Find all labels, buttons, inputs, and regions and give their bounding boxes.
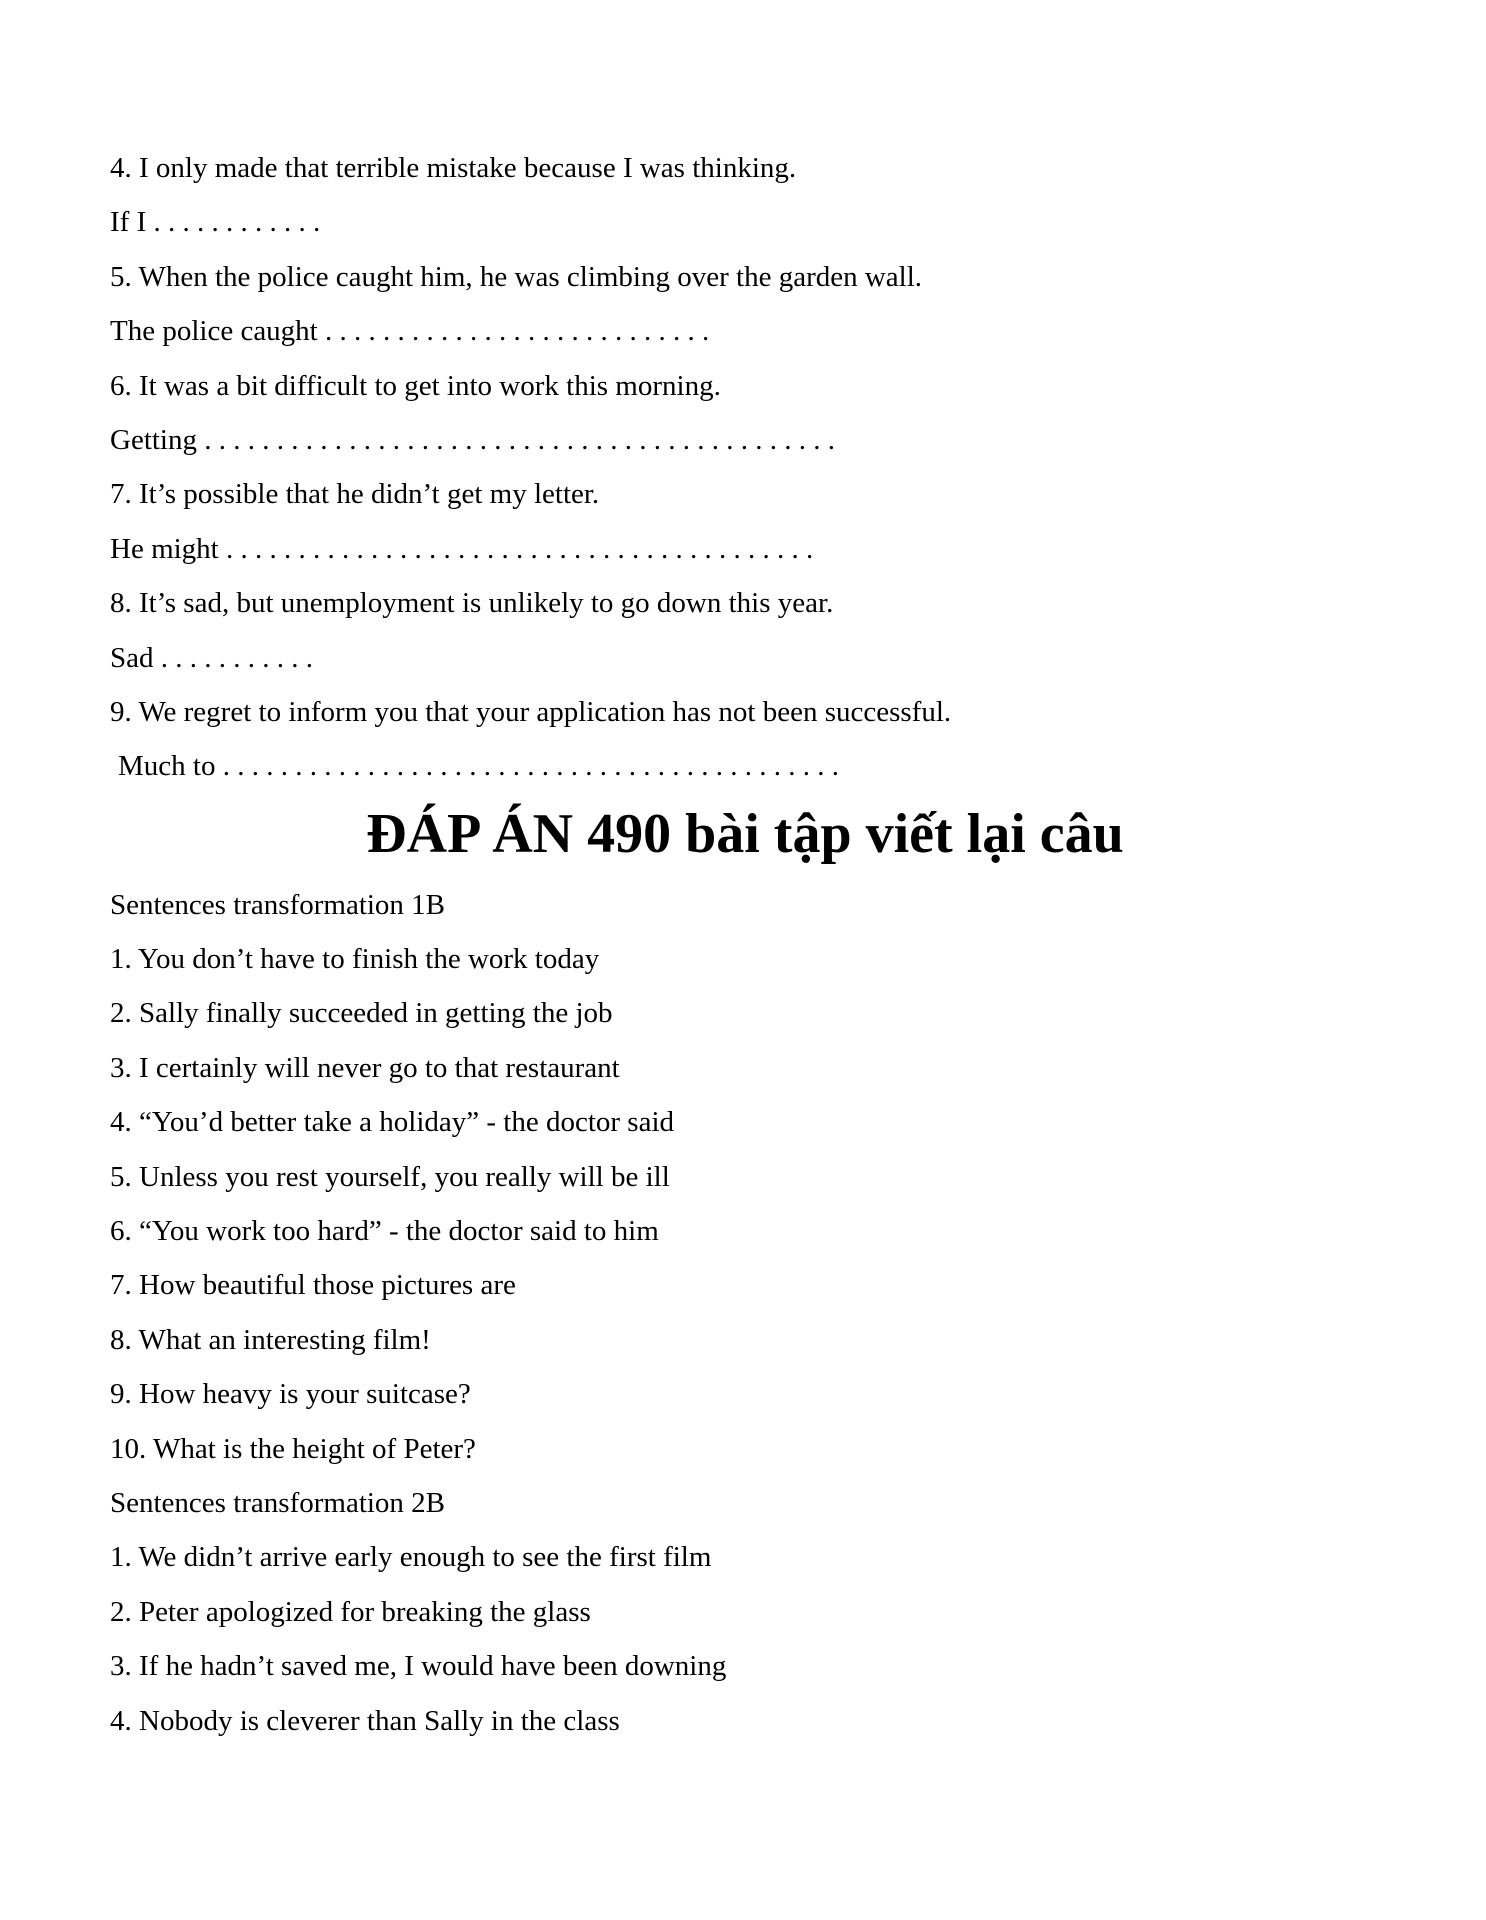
exercise-prompt: He might . . . . . . . . . . . . . . . . . . . . . . . . . . . . . . . . . . . . . . . . . [110, 532, 814, 565]
answer-item: 3. If he hadn’t saved me, I would have been downing [110, 1650, 727, 1683]
exercise-question: 9. We regret to inform you that your application has not been successful. [110, 695, 952, 728]
answer-item: 7. How beautiful those pictures are [110, 1269, 516, 1302]
page-content [110, 141, 1380, 1748]
exercise-prompt: The police caught . . . . . . . . . . . . . . . . . . . . . . . . . . . [110, 315, 710, 348]
answer-item: 9. How heavy is your suitcase? [110, 1378, 471, 1411]
exercise-question: 7. It’s possible that he didn’t get my letter. [110, 478, 600, 511]
answer-item: 6. “You work too hard” - the doctor said to him [110, 1215, 659, 1248]
answer-item: 5. Unless you rest yourself, you really will be ill [110, 1160, 670, 1193]
exercise-question: 6. It was a bit difficult to get into work this morning. [110, 369, 721, 402]
answer-item: 10. What is the height of Peter? [110, 1432, 476, 1465]
exercise-question: 8. It’s sad, but unemployment is unlikely to go down this year. [110, 587, 834, 620]
exercise-prompt: If I . . . . . . . . . . . . [110, 206, 321, 239]
answer-item: 3. I certainly will never go to that restaurant [110, 1051, 620, 1084]
answer-item: 4. Nobody is cleverer than Sally in the class [110, 1704, 620, 1737]
answer-title: ĐÁP ÁN 490 bài tập viết lại câu [366, 802, 1124, 865]
exercise-prompt: Much to . . . . . . . . . . . . . . . . . . . . . . . . . . . . . . . . . . . . . . . . . . . [118, 750, 839, 783]
answer-list [110, 878, 1380, 1748]
section-heading: Sentences transformation 1B [110, 888, 446, 921]
exercise-list [110, 141, 1380, 794]
answer-item: 1. You don’t have to finish the work today [110, 943, 600, 976]
answer-item: 2. Sally finally succeeded in getting the job [110, 997, 613, 1030]
answer-item: 8. What an interesting film! [110, 1323, 431, 1356]
exercise-prompt: Sad . . . . . . . . . . . [110, 641, 313, 674]
answer-item: 2. Peter apologized for breaking the glass [110, 1595, 591, 1628]
exercise-question: 4. I only made that terrible mistake because I was thinking. [110, 152, 797, 184]
exercise-question: 5. When the police caught him, he was climbing over the garden wall. [110, 260, 923, 293]
answer-item: 1. We didn’t arrive early enough to see the first film [110, 1541, 712, 1574]
answer-item: 4. “You’d better take a holiday” - the doctor said [110, 1106, 674, 1139]
exercise-prompt: Getting . . . . . . . . . . . . . . . . . . . . . . . . . . . . . . . . . . . . . . . . . . . . [110, 423, 835, 456]
section-heading: Sentences transformation 2B [110, 1486, 446, 1519]
